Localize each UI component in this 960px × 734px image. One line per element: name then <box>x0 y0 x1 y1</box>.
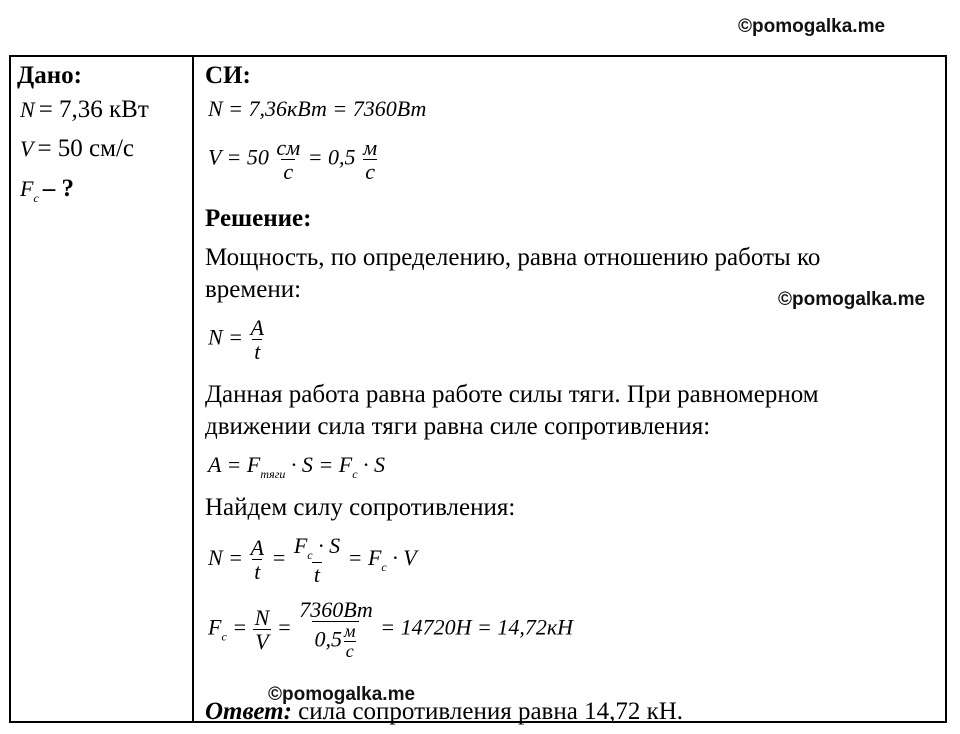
si-v-start: V = 50 <box>208 144 269 170</box>
f4-num1: N <box>254 604 270 630</box>
f1-lhs: N = <box>208 324 244 350</box>
f3-num2: F <box>293 533 308 558</box>
solution-title: Решение: <box>205 205 312 232</box>
f4-rhs: = 14720Н = 14,72кН <box>380 614 574 640</box>
solution-paragraph-2: Данная работа равна работе силы тяги. При равномерном <box>205 381 819 408</box>
f3-fraction-1 <box>249 536 266 583</box>
si-v-frac2-num: м <box>363 135 378 160</box>
given-f-symbol: F <box>20 176 34 201</box>
solution-paragraph-1b: времени: <box>205 276 302 303</box>
si-n-conversion: N = 7,36кВт = 7360Вт <box>208 96 427 121</box>
given-title: Дано: <box>17 62 82 89</box>
f2-a: A = F <box>208 452 261 477</box>
f4-den1: V <box>255 628 269 654</box>
f3-eq: = <box>271 544 287 570</box>
f4-eq2: = <box>276 614 292 640</box>
f4-lhs: F <box>208 614 222 640</box>
f3-num2-wrap <box>292 534 342 562</box>
answer-text: сила сопротивления равна 14,72 кН. <box>298 698 684 725</box>
f3-rhs-sub: с <box>381 559 387 574</box>
si-v-fraction-m-s <box>361 136 379 183</box>
f2-sub1: тяги <box>260 467 286 481</box>
f3-num2-rest: · S <box>318 533 341 558</box>
answer-label: Ответ: <box>205 698 292 725</box>
given-n-symbol: N <box>20 97 35 122</box>
si-title: СИ: <box>205 62 251 89</box>
f4-den2-num: м <box>343 621 356 642</box>
f4-den2 <box>312 621 359 661</box>
f4-eq1: = <box>232 614 248 640</box>
watermark-middle: ©pomogalka.me <box>778 289 926 310</box>
f4-num2: 7360Вт <box>299 597 373 622</box>
given-f-line <box>20 175 74 206</box>
f3-rhs-rest: · V <box>392 544 417 570</box>
f2-sub2: с <box>352 467 358 481</box>
given-v-symbol: V <box>20 136 34 161</box>
f4-fraction-1 <box>253 606 272 653</box>
solution-paragraph-3: Найдем силу сопротивления: <box>205 494 516 521</box>
f4-den2-fraction <box>342 622 358 661</box>
f2-c: · S <box>363 452 386 477</box>
column-divider <box>192 55 194 723</box>
f3-fraction-2 <box>292 534 342 586</box>
f1-den: t <box>254 339 261 365</box>
watermark-bottom: ©pomogalka.me <box>268 684 416 705</box>
formula-resistance-force <box>208 598 573 661</box>
given-v-value: = 50 см/с <box>37 135 135 162</box>
watermark-top: ©pomogalka.me <box>738 16 886 37</box>
given-f-question: – ? <box>42 175 75 202</box>
given-v-line <box>20 135 134 163</box>
f2-b: · S = F <box>290 452 353 477</box>
formula-work <box>208 452 385 482</box>
f4-den2-den: с <box>345 640 354 661</box>
solution-paragraph-1: Мощность, по определению, равна отношению работы ко <box>205 244 821 271</box>
f4-fraction-2 <box>297 598 375 661</box>
f1-num: A <box>250 315 264 340</box>
f3-den2: t <box>313 561 321 587</box>
f3-rhs: = F <box>347 544 382 570</box>
formula-power-definition <box>208 316 266 363</box>
given-f-subscript: с <box>33 191 39 205</box>
f3-num2-sub: с <box>307 548 313 562</box>
f3-num1: A <box>250 535 264 561</box>
f3-lhs: N = <box>208 544 244 570</box>
solution-paragraph-2b: движении сила тяги равна силе сопротивления: <box>205 413 711 440</box>
si-v-fraction-cm-s <box>274 136 302 183</box>
f3-den1: t <box>254 559 261 585</box>
given-n-value: = 7,36 кВт <box>38 96 149 123</box>
given-n-line <box>20 96 149 124</box>
f4-den2-a: 0,5 <box>314 626 342 652</box>
f1-fraction <box>249 316 266 363</box>
si-v-mid: = 0,5 <box>307 144 356 170</box>
answer-line <box>205 698 683 726</box>
si-v-conversion <box>208 136 379 183</box>
si-v-frac1-den: с <box>283 159 294 185</box>
formula-power-expanded <box>208 534 417 586</box>
si-v-frac1-num: см <box>276 135 301 160</box>
f4-lhs-sub: с <box>221 629 227 644</box>
si-v-frac2-den: с <box>365 159 375 185</box>
